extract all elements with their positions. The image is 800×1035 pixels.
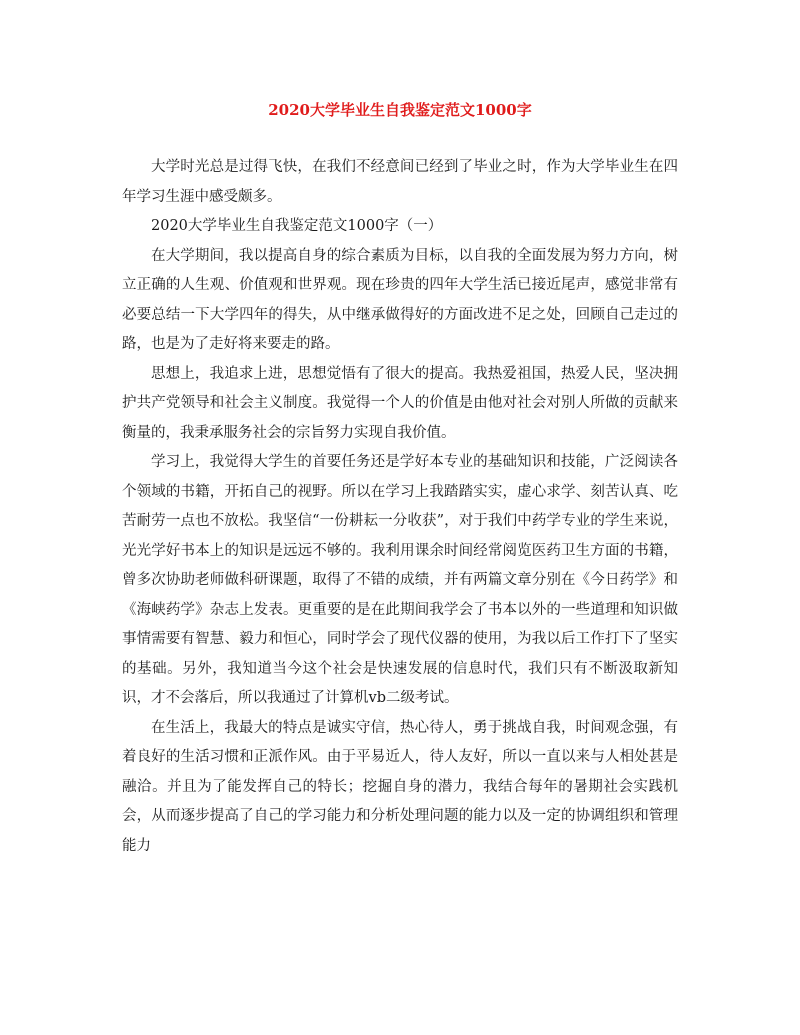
paragraph-intro: 大学时光总是过得飞快，在我们不经意间已经到了毕业之时，作为大学毕业生在四年学习生涯中感受颇多。 [122,159,678,205]
paragraph-ideology: 思想上，我追求上进，思想觉悟有了很大的提高。我热爱祖国，热爱人民，坚决拥护共产党领导和社会主义制度。我觉得一个人的价值是由他对社会对别人所做的贡献来衡量的，我秉承服务社会的宗旨努力实现自我价值。 [122,365,678,441]
paragraph-study: 学习上，我觉得大学生的首要任务还是学好本专业的基础知识和技能，广泛阅读各个领域的书籍，开拓自己的视野。所以在学习上我踏踏实实，虚心求学、刻苦认真、吃苦耐劳一点也不放松。我坚信“一份耕耘一分收获”，对于我们中药学专业的学生来说，光光学好书本上的知识是远远不够的。我利用课余时间经常阅览医药卫生方面的书籍，曾多次协助老师做科研课题，取得了不错的成绩，并有两篇文章分别在《今日药学》和《海峡药学》杂志上发表。更重要的是在此期间我学会了书本以外的一些道理和知识做事情需要有智慧、毅力和恒心，同时学会了现代仪器的使用，为我以后工作打下了坚实的基础。另外，我知道当今这个社会是快速发展的信息时代，我们只有不断汲取新知识，才不会落后，所以我通过了计算机vb二级考试。 [122,454,678,706]
page-title: 2020大学毕业生自我鉴定范文1000字 [268,101,532,119]
paragraph-life: 在生活上，我最大的特点是诚实守信，热心待人，勇于挑战自我，时间观念强，有着良好的生活习惯和正派作风。由于平易近人，待人友好，所以一直以来与人相处甚是融洽。并且为了能发挥自己的特长；挖掘自身的潜力，我结合每年的暑期社会实践机会，从而逐步提高了自己的学习能力和分析处理问题的能力以及一定的协调组织和管理能力 [122,719,678,854]
paragraph-overview: 在大学期间，我以提高自身的综合素质为目标，以自我的全面发展为努力方向，树立正确的人生观、价值观和世界观。现在珍贵的四年大学生活已接近尾声，感觉非常有必要总结一下大学四年的得失，从中继承做得好的方面改进不足之处，回顾自己走过的路，也是为了走好将来要走的路。 [122,247,678,352]
section-heading: 2020大学毕业生自我鉴定范文1000字（一） [151,218,443,234]
document-body [122,153,678,861]
